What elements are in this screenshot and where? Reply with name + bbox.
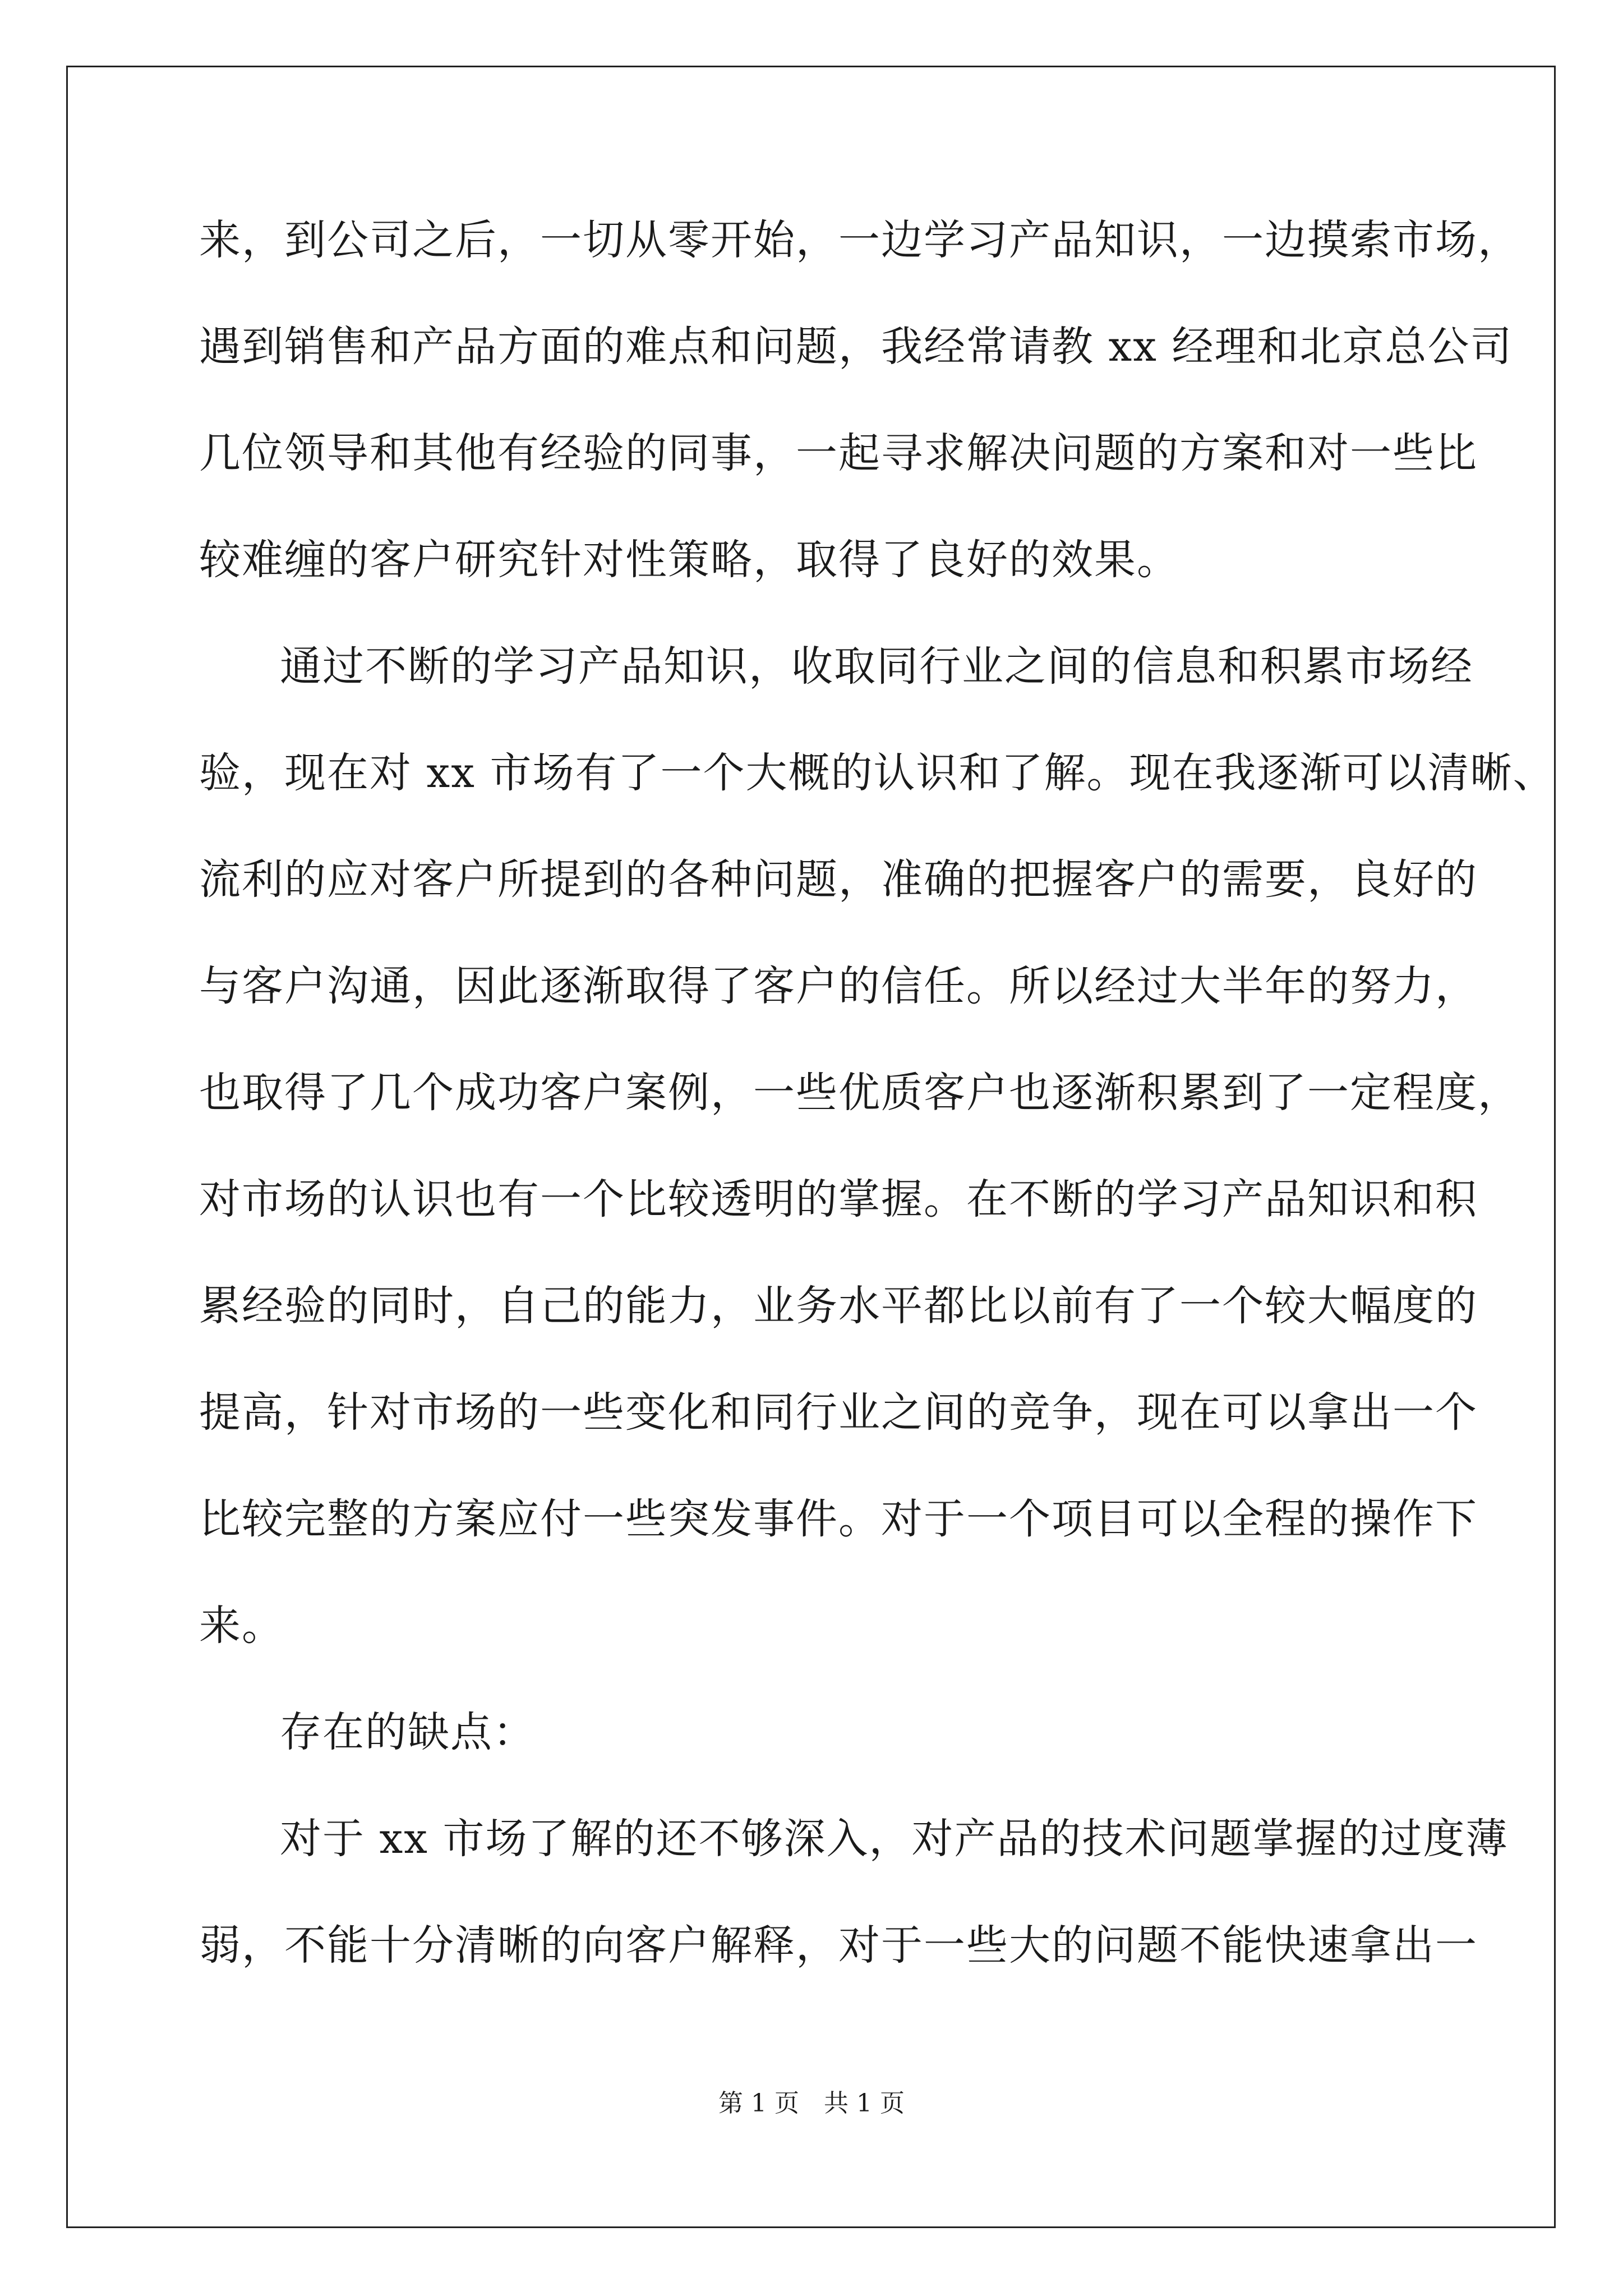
- text-line: 弱，不能十分清晰的向客户解释，对于一些大的问题不能快速拿出一: [199, 1921, 1478, 1970]
- text-line: 来，到公司之后，一切从零开始，一边学习产品知识，一边摸索市场，: [199, 216, 1520, 264]
- text-line: 提高，针对市场的一些变化和同行业之间的竞争，现在可以拿出一个: [199, 1388, 1478, 1437]
- text-line: 几位领导和其他有经验的同事，一起寻求解决问题的方案和对一些比: [199, 429, 1478, 477]
- page-number-footer: 第 1 页 共 1 页: [718, 2089, 905, 2118]
- paragraph-start-line: 对于 xx 市场了解的还不够深入，对产品的技术问题掌握的过度薄: [280, 1815, 1509, 1863]
- text-line: 遇到销售和产品方面的难点和问题，我经常请教 xx 经理和北京总公司: [199, 323, 1513, 371]
- page-border: [66, 66, 1556, 2228]
- text-line: 流利的应对客户所提到的各种问题，准确的把握客户的需要，良好的: [199, 855, 1478, 904]
- text-line: 也取得了几个成功客户案例，一些优质客户也逐渐积累到了一定程度，: [199, 1069, 1520, 1117]
- text-line: 比较完整的方案应付一些突发事件。对于一个项目可以全程的操作下: [199, 1495, 1478, 1543]
- text-line: 与客户沟通，因此逐渐取得了客户的信任。所以经过大半年的努力，: [199, 962, 1478, 1010]
- text-line: 较难缠的客户研究针对性策略，取得了良好的效果。: [199, 536, 1179, 584]
- text-line: 验，现在对 xx 市场有了一个大概的认识和了解。现在我逐渐可以清晰、: [199, 749, 1556, 797]
- text-line: 累经验的同时，自己的能力，业务水平都比以前有了一个较大幅度的: [199, 1282, 1478, 1330]
- text-line: 来。: [199, 1602, 284, 1650]
- paragraph-start-line: 通过不断的学习产品知识，收取同行业之间的信息和积累市场经: [280, 642, 1473, 691]
- text-line: 对市场的认识也有一个比较透明的掌握。在不断的学习产品知识和积: [199, 1175, 1478, 1223]
- section-heading: 存在的缺点：: [280, 1708, 536, 1756]
